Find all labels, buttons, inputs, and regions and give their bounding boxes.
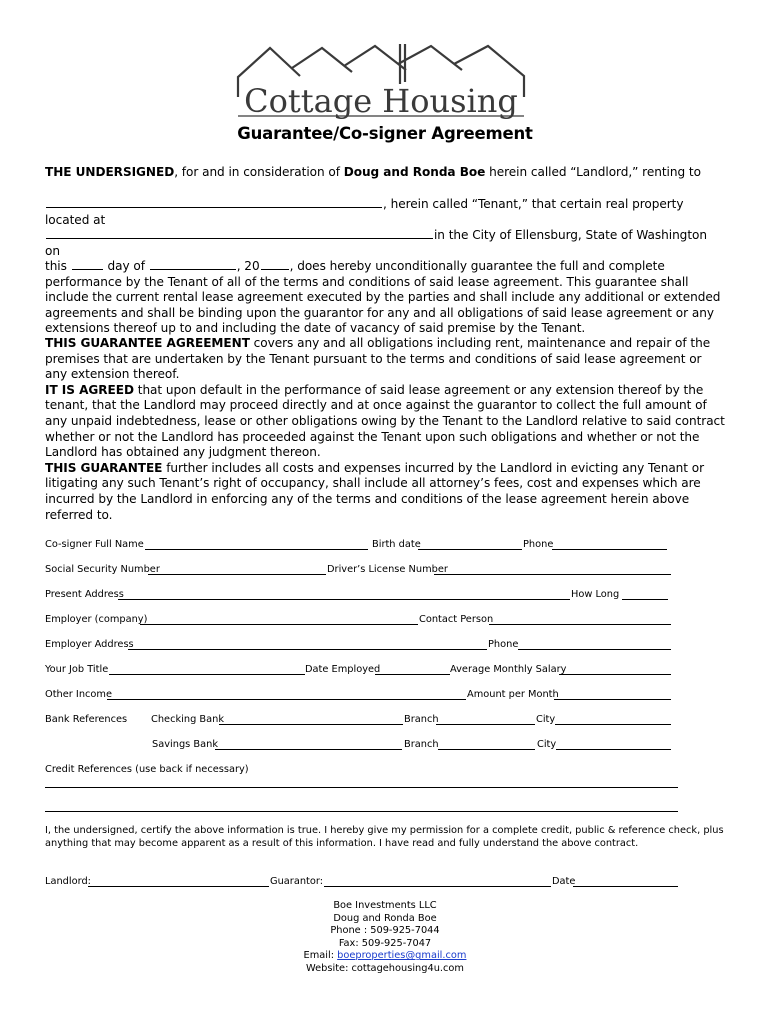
avg-salary-field[interactable] bbox=[559, 663, 671, 675]
phone-field[interactable] bbox=[552, 538, 667, 550]
footer-website: Website: cottagehousing4u.com bbox=[306, 962, 464, 974]
cosigner-row bbox=[45, 538, 685, 552]
date-field[interactable] bbox=[573, 875, 678, 887]
amount-per-month-field[interactable] bbox=[554, 688, 671, 700]
intro-text: herein called “Landlord,” renting to bbox=[485, 165, 701, 179]
drivers-license-field[interactable] bbox=[434, 563, 671, 575]
drivers-license-label: Driver’s License Number bbox=[327, 564, 448, 575]
present-address-field[interactable] bbox=[118, 588, 570, 600]
other-income-field[interactable] bbox=[107, 688, 466, 700]
other-income-row bbox=[45, 688, 685, 702]
landlord-names: Doug and Ronda Boe bbox=[343, 165, 486, 179]
day-field[interactable] bbox=[72, 258, 103, 270]
undersigned-lead: THE UNDERSIGNED bbox=[45, 165, 175, 179]
clause-lead: THIS GUARANTEE AGREEMENT bbox=[45, 336, 250, 350]
svg-text:Cottage Housing: Cottage Housing bbox=[244, 82, 518, 120]
clause-text: covers any and all obligations including rent, maintenance and repair of the premises that are undertaken by the Tenant pursuant to the terms and conditions of said lease agreement or any extension thereof. bbox=[45, 336, 711, 382]
guarantee-paragraph bbox=[45, 258, 725, 337]
ssn-label: Social Security Number bbox=[45, 564, 160, 575]
clause bbox=[45, 383, 725, 461]
owner-names: Doug and Ronda Boe bbox=[333, 912, 437, 924]
phone-label: Phone bbox=[523, 539, 554, 550]
date-label: Date bbox=[552, 876, 576, 887]
day-of-text: day of bbox=[103, 259, 149, 273]
cosigner-name-field[interactable] bbox=[145, 538, 368, 550]
checking-bank-label: Checking Bank bbox=[151, 714, 225, 725]
employer-phone-field[interactable] bbox=[518, 638, 671, 650]
year-field[interactable] bbox=[261, 258, 289, 270]
how-long-field[interactable] bbox=[622, 588, 668, 600]
checking-branch-label: Branch bbox=[404, 714, 439, 725]
certify-statement: I, the undersigned, certify the above information is true. I hereby give my permission for a complete credit, public & reference check, plus anything that may become apparent as a result of this information. I have read and fully understand the above contract. bbox=[45, 825, 724, 849]
landlord-signature-field[interactable] bbox=[88, 875, 269, 887]
savings-branch-field[interactable] bbox=[438, 738, 535, 750]
employer-address-label: Employer Address bbox=[45, 639, 134, 650]
employer-address-row bbox=[45, 638, 685, 652]
guarantor-signature-field[interactable] bbox=[324, 875, 551, 887]
clause-lead: IT IS AGREED bbox=[45, 382, 134, 397]
clause-text: further includes all costs and expenses incurred by the Landlord in evicting any Tenant or litigating any such Tenant’s right of occupancy, shall include all attorney’s fees, cost and expenses which are incurred by the Landlord in enforcing any of the terms and conditions of the lease agreement herein above referred to. bbox=[45, 460, 705, 522]
avg-salary-label: Average Monthly Salary bbox=[450, 664, 567, 675]
month-field[interactable] bbox=[150, 258, 236, 270]
savings-city-label: City bbox=[537, 739, 557, 750]
cosigner-name-label: Co-signer Full Name bbox=[45, 539, 144, 550]
footer-fax: Fax: 509-925-7047 bbox=[338, 937, 432, 949]
checking-bank-field[interactable] bbox=[219, 713, 403, 725]
intro-line-1 bbox=[45, 165, 725, 181]
how-long-label: How Long bbox=[571, 589, 620, 600]
contact-person-label: Contact Person bbox=[419, 614, 494, 625]
signature-row bbox=[45, 875, 685, 889]
amount-per-month-label: Amount per Month bbox=[467, 689, 559, 700]
clauses-block bbox=[45, 336, 725, 523]
footer-phone: Phone : 509-925-7044 bbox=[330, 925, 440, 937]
property-address-field[interactable] bbox=[46, 227, 433, 239]
checking-branch-field[interactable] bbox=[436, 713, 535, 725]
email-link[interactable]: boeproperties@gmail.com bbox=[337, 950, 467, 962]
date-employed-field[interactable] bbox=[375, 663, 450, 675]
savings-row bbox=[45, 738, 685, 752]
company-name: Boe Investments LLC bbox=[333, 900, 437, 911]
employer-label: Employer (company) bbox=[45, 614, 148, 625]
employer-row bbox=[45, 613, 685, 627]
birth-date-label: Birth date bbox=[372, 539, 421, 550]
present-address-label: Present Address bbox=[45, 589, 124, 600]
birth-date-field[interactable] bbox=[418, 538, 522, 550]
checking-city-field[interactable] bbox=[555, 713, 671, 725]
clause-lead: THIS GUARANTEE bbox=[45, 460, 163, 475]
year-prefix: , 20 bbox=[236, 259, 260, 273]
this-word: this bbox=[45, 259, 71, 273]
employer-address-field[interactable] bbox=[128, 638, 487, 650]
employer-field[interactable] bbox=[140, 613, 418, 625]
tenant-text: , herein called “Tenant,” that certain real property located at bbox=[45, 197, 684, 227]
footer-email-line bbox=[0, 950, 770, 963]
savings-bank-field[interactable] bbox=[215, 738, 402, 750]
credit-references-label: Credit References (use back if necessary) bbox=[45, 764, 249, 775]
cottage-housing-logo bbox=[230, 42, 535, 120]
checking-city-label: City bbox=[536, 714, 556, 725]
tenant-name-field[interactable] bbox=[46, 196, 382, 208]
contact-footer bbox=[0, 900, 770, 976]
credit-reference-line-1[interactable] bbox=[45, 786, 678, 788]
bank-references-label: Bank References bbox=[45, 714, 128, 725]
checking-row bbox=[45, 713, 685, 727]
ssn-row bbox=[45, 563, 685, 577]
clause-text: that upon default in the performance of said lease agreement or any extension thereof by the tenant, that the Landlord may proceed directly and at once against the guarantor to collect the full amount of any unpaid indebtedness, lease or other obligations owing by the Tenant to the Landlord relative to said contract whether or not the Landlord has proceeded against the Tenant upon such obligations and whether or not the Landlord has obtained any judgment thereon. bbox=[45, 382, 725, 460]
page-title: Guarantee/Co-signer Agreement bbox=[237, 124, 533, 143]
tenant-line bbox=[45, 196, 725, 228]
email-label: Email: bbox=[303, 950, 338, 962]
credit-reference-line-2[interactable] bbox=[45, 810, 678, 812]
savings-city-field[interactable] bbox=[556, 738, 671, 750]
intro-text: , for and in consideration of bbox=[174, 165, 344, 179]
other-income-label: Other Income bbox=[45, 689, 112, 700]
savings-bank-label: Savings Bank bbox=[152, 739, 218, 750]
savings-branch-label: Branch bbox=[404, 739, 439, 750]
present-address-row bbox=[45, 588, 685, 602]
job-title-field[interactable] bbox=[109, 663, 305, 675]
job-title-label: Your Job Title bbox=[45, 664, 109, 675]
employer-phone-label: Phone bbox=[488, 639, 519, 650]
guarantor-label: Guarantor: bbox=[270, 876, 324, 887]
landlord-label: Landlord: bbox=[45, 876, 91, 887]
job-title-row bbox=[45, 663, 685, 677]
date-employed-label: Date Employed bbox=[305, 664, 381, 675]
clause bbox=[45, 336, 725, 383]
ssn-field[interactable] bbox=[148, 563, 326, 575]
contact-person-field[interactable] bbox=[489, 613, 671, 625]
guarantee-text: , does hereby unconditionally guarantee the full and complete performance by the Tenant of all of the terms and conditions of said lease agreement. This guarantee shall include the current rental lease agreement executed by the parties and shall include any additional or extended agreements and shall be binding upon the guarantor for any and all obligations of said lease agreement or any extensions thereof up to and including the date of vacancy of said premise by the Tenant. bbox=[45, 259, 721, 336]
property-line bbox=[45, 227, 725, 259]
clause bbox=[45, 461, 725, 523]
city-text: in the City of Ellensburg, State of Washington on bbox=[45, 228, 707, 258]
credit-references-row bbox=[45, 763, 685, 777]
